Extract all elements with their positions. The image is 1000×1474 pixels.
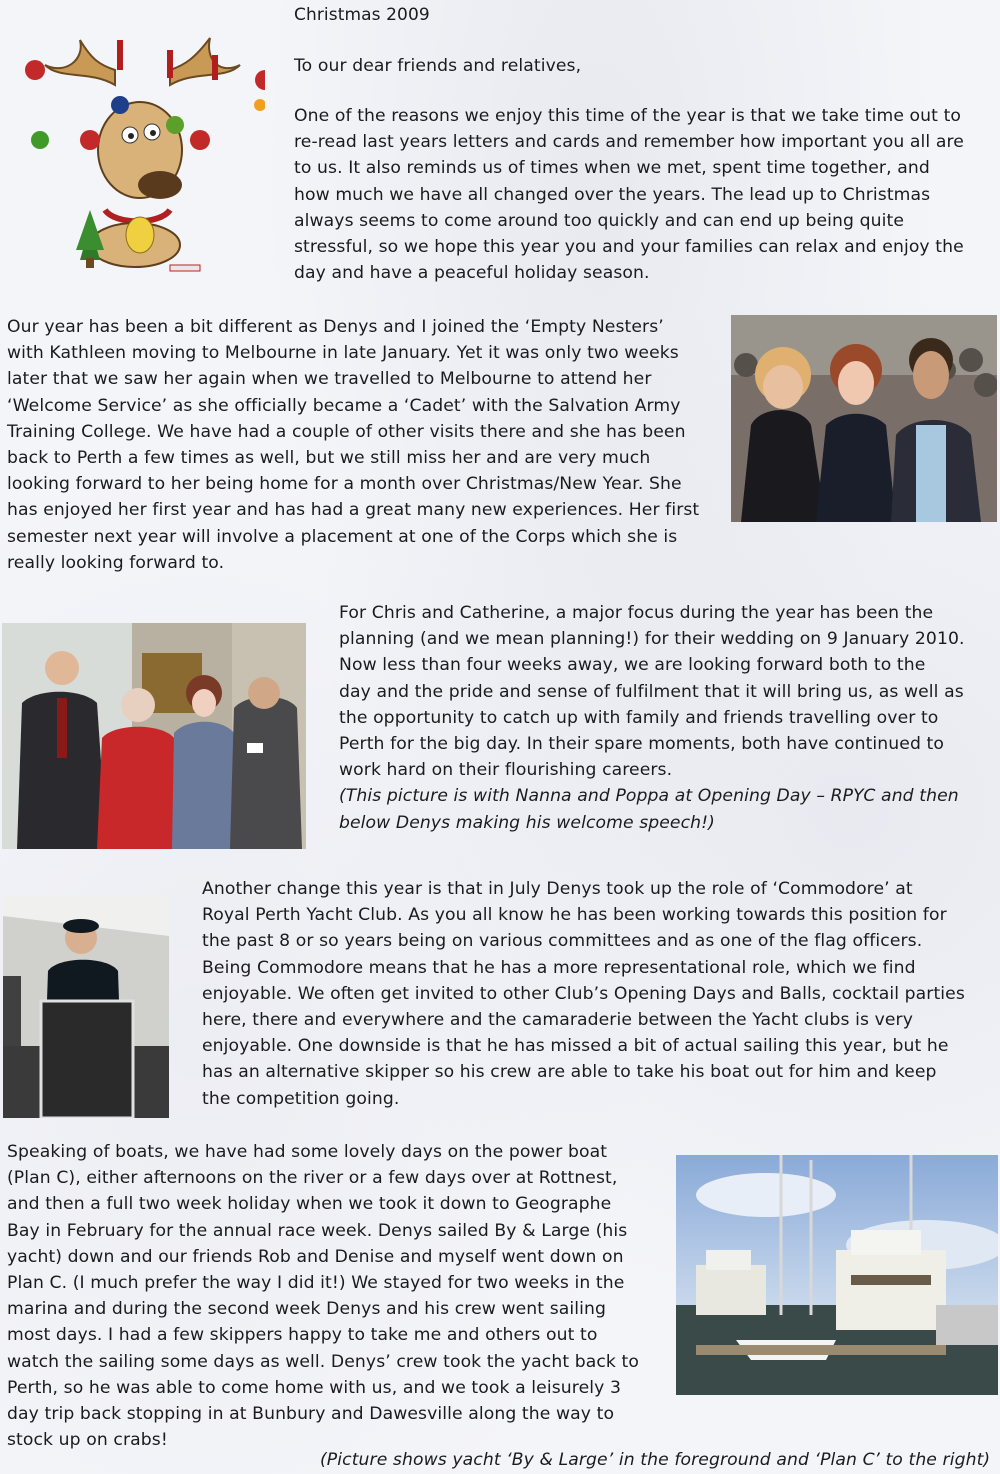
photo-caption-line: (This picture is with Nanna and Poppa at Opening Day – RPYC and then [339, 786, 959, 807]
commodore-speech-photo [3, 896, 169, 1118]
text-line: day and the pride and sense of fulfilment that it will bring us, as well as [339, 681, 964, 702]
text-line: Our year has been a bit different as Denys and I joined the ‘Empty Nesters’ [7, 317, 664, 337]
text-line: to us. It also reminds us of times when we met, spent time together, and [294, 158, 930, 179]
paragraph-intro [294, 103, 964, 286]
text-line: planning (and we mean planning!) for their wedding on 9 January 2010. [339, 629, 965, 650]
text-line: with Kathleen moving to Melbourne in late January. Yet it was only two weeks [7, 343, 679, 364]
text-line: later that we saw her again when we travelled to Melbourne to attend her [7, 369, 652, 390]
text-line: marina and during the second week Denys and his crew went sailing [7, 1299, 607, 1320]
text-line: ‘Welcome Service’ as she officially became a ‘Cadet’ with the Salvation Army [7, 395, 681, 416]
text-line: enjoyable. We often get invited to other Club’s Opening Days and Balls, cocktail parties [202, 983, 965, 1004]
text-line: semester next year will involve a placement at one of the Corps which she is [7, 526, 678, 547]
text-line: yacht) down and our friends Rob and Denise and myself went down on [7, 1246, 624, 1267]
text-line: re-read last years letters and cards and remember how important you all are [294, 132, 964, 153]
text-line: Royal Perth Yacht Club. As you all know he has been working towards this position for [202, 905, 947, 926]
text-line: most days. I had a few skippers happy to take me and others out to [7, 1325, 598, 1346]
paragraph-boats [7, 1139, 639, 1453]
text-line: really looking forward to. [7, 552, 225, 573]
text-line: One of the reasons we enjoy this time of the year is that we take time out to [294, 106, 962, 126]
text-line: has enjoyed her first year and has had a great many new experiences. Her first [7, 500, 700, 521]
text-line: the opportunity to catch up with family and friends travelling over to [339, 707, 939, 728]
text-line: looking forward to her being home for a month over Christmas/New Year. She [7, 474, 682, 495]
text-line: how much we have all changed over the years. The lead up to Christmas [294, 184, 931, 205]
text-line: the competition going. [202, 1088, 400, 1109]
text-line: Training College. We have had a couple of other visits there and she has been [7, 421, 686, 442]
text-line: Now less than four weeks away, we are looking forward both to the [339, 655, 926, 676]
marina-photo-caption: (Picture shows yacht ‘By & Large’ in the foreground and ‘Plan C’ to the right) [320, 1450, 991, 1470]
text-line: and then a full two week holiday when we took it down to Geographe [7, 1194, 612, 1215]
letter-greeting: To our dear friends and relatives, [294, 56, 582, 76]
text-line: Bay in February for the annual race week. Denys sailed By & Large (his [7, 1220, 628, 1241]
text-line: always seems to come around too quickly and can end up being quite [294, 210, 904, 231]
letter-title: Christmas 2009 [294, 5, 430, 25]
text-line: day and have a peaceful holiday season. [294, 263, 650, 284]
text-line: day trip back stopping in at Bunbury and Dawesville along the way to [7, 1404, 615, 1425]
family-opening-day-photo [2, 623, 306, 849]
text-line: Perth for the big day. In their spare moments, both have continued to [339, 734, 944, 755]
text-line: stock up on crabs! [7, 1430, 168, 1451]
text-line: Another change this year is that in July Denys took up the role of ‘Commodore’ at [202, 879, 913, 899]
text-line: enjoyable. One downside is that he has missed a bit of actual sailing this year, but he [202, 1036, 949, 1057]
cadet-welcome-photo [731, 315, 997, 522]
text-line: back to Perth a few times as well, but we still miss her and are very much [7, 448, 651, 469]
reindeer-illustration [20, 10, 265, 275]
photo-caption-line: below Denys making his welcome speech!) [339, 812, 715, 833]
text-line: Plan C. (I much prefer the way I did it!) We stayed for two weeks in the [7, 1273, 625, 1294]
text-line: the past 8 or so years being on various committees and as one of the flag officers. [202, 931, 923, 952]
marina-boats-photo [676, 1155, 998, 1395]
text-line: has an alternative skipper so his crew are able to take his boat out for him and keep [202, 1062, 937, 1083]
text-line: Perth, so he was able to come home with us, and we took a leisurely 3 [7, 1377, 621, 1398]
text-line: work hard on their flourishing careers. [339, 760, 673, 781]
text-line: Speaking of boats, we have had some lovely days on the power boat [7, 1142, 608, 1162]
text-line: Being Commodore means that he has a more representational role, which we find [202, 957, 916, 978]
text-line: For Chris and Catherine, a major focus during the year has been the [339, 603, 934, 623]
text-line: stressful, so we hope this year you and your families can relax and enjoy the [294, 237, 964, 258]
paragraph-kathleen [7, 314, 699, 576]
text-line: (Plan C), either afternoons on the river or a few days over at Rottnest, [7, 1168, 618, 1189]
paragraph-commodore [202, 876, 965, 1112]
text-line: watch the sailing some days as well. Denys’ crew took the yacht back to [7, 1351, 639, 1372]
text-line: here, there and everywhere and the camaraderie between the Yacht clubs is very [202, 1010, 913, 1031]
paragraph-wedding [339, 600, 965, 836]
